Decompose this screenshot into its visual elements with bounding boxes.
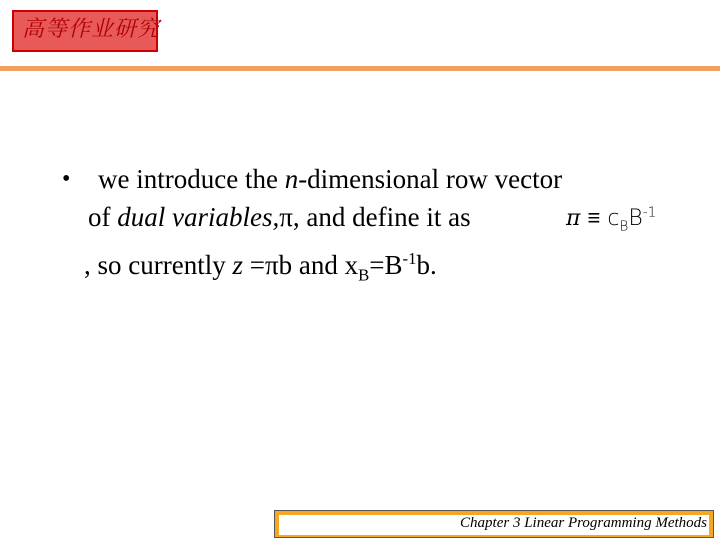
formula-equiv: ≡ <box>587 206 601 231</box>
line3-part3: =B <box>369 250 403 280</box>
formula-c: c <box>607 206 620 231</box>
header-title: 高等作业研究 <box>22 17 161 42</box>
line2-dual-variables: dual variables, <box>117 202 280 232</box>
line3-part4: b. <box>416 250 437 280</box>
footer-box <box>274 510 714 538</box>
line1-part2: -dimensional row vector <box>298 164 563 194</box>
dual-variable-formula <box>566 204 657 235</box>
footer-chapter-label: Chapter 3 Linear Programming Methods <box>460 515 707 531</box>
line1-part1: we introduce the <box>98 164 285 194</box>
line3-part2: =πb and x <box>242 250 359 280</box>
line1-n: n <box>284 164 299 194</box>
line3-part1: , so currently <box>84 250 233 280</box>
line2-part1: of <box>88 202 118 232</box>
line2-part2: π, and define it as <box>279 202 471 232</box>
text-line-1 <box>98 164 562 195</box>
line3-z: z <box>232 250 243 280</box>
line3-b-superscript: -1 <box>402 249 417 268</box>
formula-pi: π <box>566 206 581 231</box>
formula-c-subscript: B <box>619 218 629 235</box>
text-line-3 <box>84 249 437 285</box>
bullet-marker: • <box>62 166 71 192</box>
text-line-2 <box>88 202 471 233</box>
line3-x-subscript: B <box>358 265 370 285</box>
formula-b: B <box>628 206 643 231</box>
formula-b-superscript: -1 <box>642 204 657 221</box>
